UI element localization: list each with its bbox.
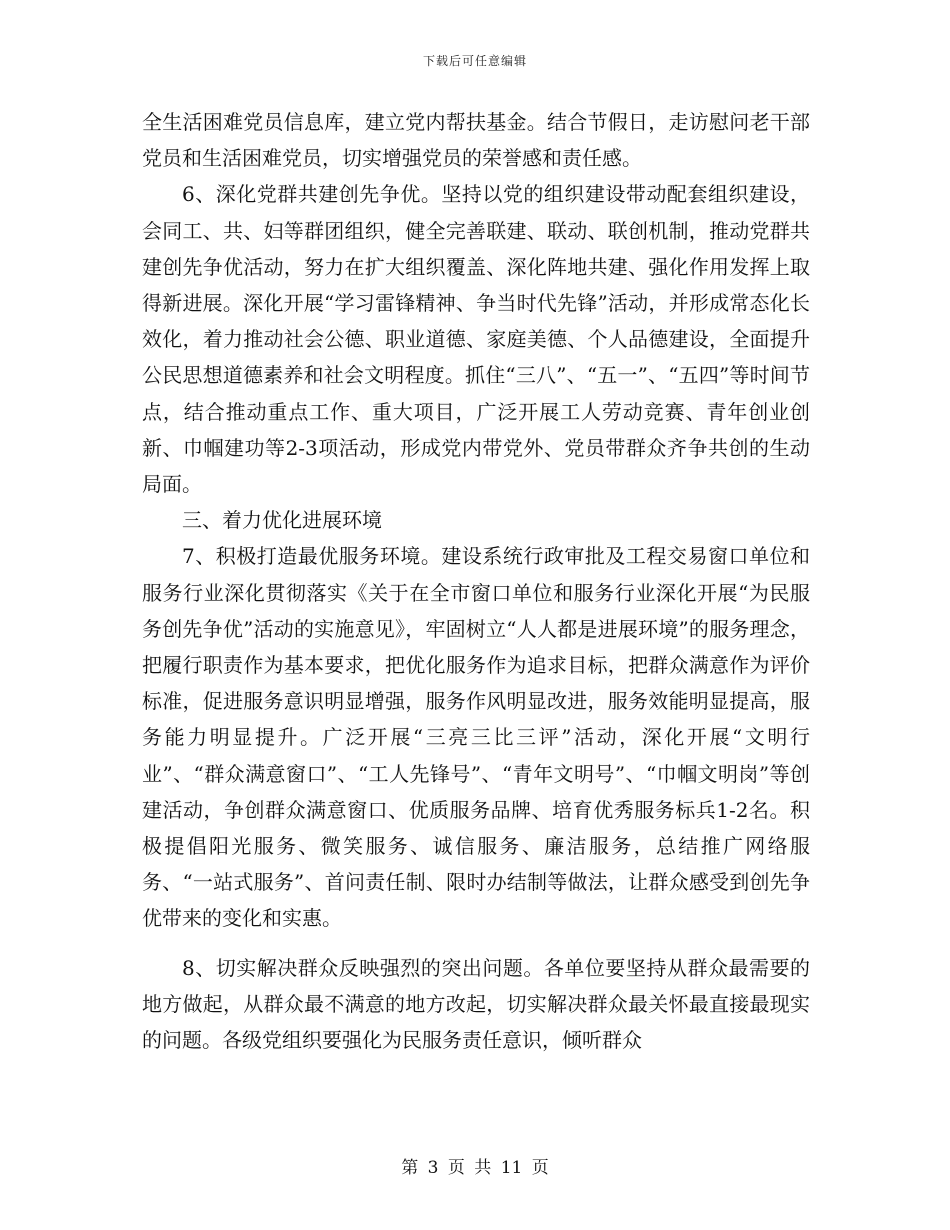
- paragraph-item-6: 6、深化党群共建创先争优。坚持以党的组织建设带动配套组织建设，会同工、共、妇等群团组织，健全完善联建、联动、联创机制，推动党群共建创先争优活动，努力在扩大组织覆盖、深化阵地共建、强化作用发挥上取得新进展。深化开展“学习雷锋精神、争当时代先锋”活动，并形成常态化长效化，着力推动社会公德、职业道德、家庭美德、个人品德建设，全面提升公民思想道德素养和社会文明程度。抓住“三八”、“五一”、“五四”等时间节点，结合推动重点工作、重大项目，广泛开展工人劳动竞赛、青年创业创新、巾帼建功等2-3项活动，形成党内带党外、党员带群众齐争共创的生动局面。: [142, 182, 810, 497]
- paragraph-item-8: 8、切实解决群众反映强烈的突出问题。各单位要坚持从群众最需要的地方做起，从群众最不满意的地方改起，切实解决群众最关怀最直接最现实的问题。各级党组织要强化为民服务责任意识，倾听群众: [142, 955, 810, 1053]
- page-footer: 第 3 页 共 11 页: [401, 1158, 549, 1178]
- section-heading-3: 三、着力优化进展环境: [182, 508, 382, 533]
- document-body: [142, 104, 810, 1058]
- page-header: 下载后可任意编辑: [422, 54, 527, 68]
- paragraph-spacer: [142, 937, 810, 950]
- paragraph-continuation: 全生活困难党员信息库，建立党内帮扶基金。结合节假日，走访慰问老干部党员和生活困难党员，切实增强党员的荣誉感和责任感。: [142, 110, 810, 171]
- paragraph-item-7: 7、积极打造最优服务环境。建设系统行政审批及工程交易窗口单位和服务行业深化贯彻落实《关于在全市窗口单位和服务行业深化开展“为民服务创先争优”活动的实施意见》，牢固树立“人人都是进展环境”的服务理念，把履行职责作为基本要求，把优化服务作为追求目标，把群众满意作为评价标准，促进服务意识明显增强，服务作风明显改进，服务效能明显提高，服务能力明显提升。广泛开展“三亮三比三评”活动，深化开展“文明行业”、“群众满意窗口”、“工人先锋号”、“青年文明号”、“巾帼文明岗”等创建活动，争创群众满意窗口、优质服务品牌、培育优秀服务标兵1-2名。积极提倡阳光服务、微笑服务、诚信服务、廉洁服务，总结推广网络服务、“一站式服务”、首问责任制、限时办结制等做法，让群众感受到创先争优带来的变化和实惠。: [142, 544, 810, 931]
